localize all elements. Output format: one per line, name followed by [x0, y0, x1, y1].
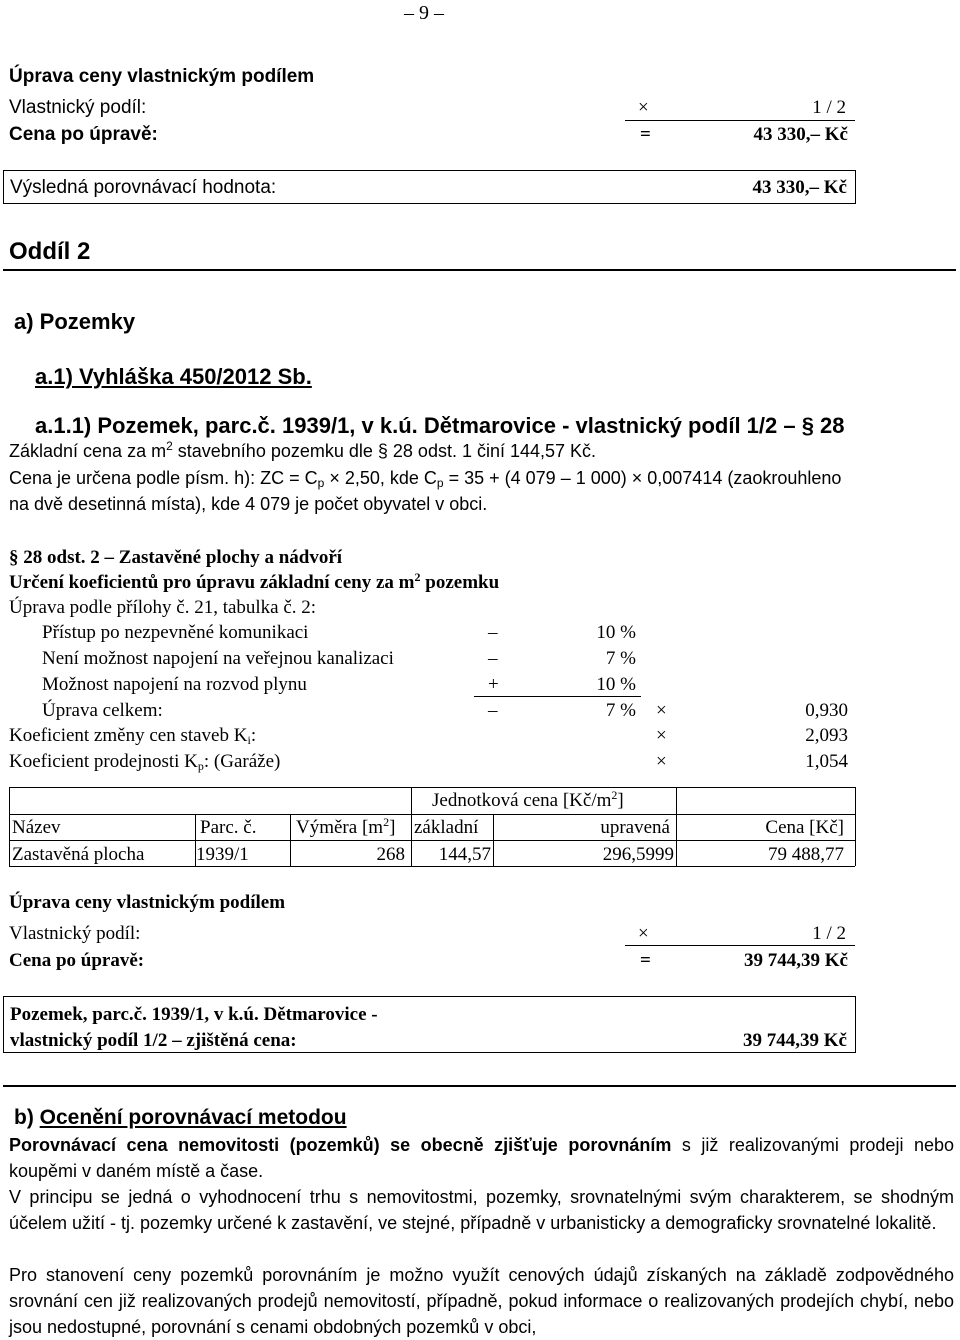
- final-value: 39 744,39 Kč: [743, 1030, 847, 1051]
- equals-sign: =: [640, 124, 651, 145]
- multiply-sign: ×: [638, 923, 649, 944]
- col-header-basic: základní: [414, 817, 479, 838]
- table-rule: [9, 866, 855, 867]
- total-label: Úprava celkem:: [42, 700, 163, 721]
- share-label: Vlastnický podíl:: [9, 923, 141, 944]
- heading-vyhlaska: a.1) Vyhláška 450/2012 Sb.: [35, 364, 312, 389]
- annex-note: Úprava podle přílohy č. 21, tabulka č. 2:: [9, 597, 317, 618]
- price-after-label: Cena po úpravě:: [9, 124, 158, 145]
- table-rule: [9, 787, 10, 866]
- table-group-header: Jednotková cena $[Kč/m^2]$: [432, 788, 624, 811]
- share-label: Vlastnický podíl:: [9, 97, 147, 118]
- col-header-price: Cena [Kč]: [765, 817, 844, 838]
- col-header-name: Název: [12, 817, 61, 838]
- coef-row-value: 7 %: [605, 648, 636, 669]
- kp-value: 1,054: [805, 751, 848, 772]
- table-rule: [290, 814, 291, 866]
- paragraph: Porovnávací cena nemovitosti (pozemků) se obecně zjišťuje porovnáním s již realizovanými prodeji nebo koupěmi v daném místě a čase.: [9, 1135, 954, 1181]
- table-rule: [9, 814, 855, 815]
- final-label-line1: Pozemek, parc.č. 1939/1, v k.ú. Dětmarovice -: [10, 1004, 378, 1025]
- section-divider: [3, 1085, 956, 1087]
- cell-parcel: 1939/1: [196, 844, 249, 865]
- ki-value: 2,093: [805, 725, 848, 746]
- cell-name: Zastavěná plocha: [12, 844, 145, 865]
- table-rule: [855, 787, 856, 866]
- page-number: – 9 –: [404, 2, 444, 24]
- equals-sign: =: [640, 950, 651, 971]
- share-value: 1 / 2: [812, 923, 846, 944]
- share-adjust-heading: Úprava ceny vlastnickým podílem: [9, 892, 286, 913]
- paragraph: Pro stanovení ceny pozemků porovnáním je možno využít cenových údajů získaných na základě zodpovědného srovnání cen již realizovaných prodejů nemovitostí, případně, pokud informace o realizovaných prodejích chybí, nebo jsou nedostupné, porovnání s cenami obdobných pozemků v obci,: [9, 1265, 954, 1337]
- result-value: 43 330,– Kč: [752, 177, 847, 198]
- final-price-box: [3, 996, 856, 1053]
- coef-row-value: 10 %: [596, 674, 636, 695]
- total-coef: 0,930: [805, 700, 848, 721]
- price-after-label: Cena po úpravě:: [9, 950, 145, 971]
- multiply-sign: ×: [638, 97, 649, 118]
- col-header-adjusted: upravená: [600, 817, 670, 838]
- coef-sum-divider: [474, 696, 641, 697]
- cell-area: 268: [376, 844, 405, 865]
- formula-note-line: na dvě desetinná místa), kde 4 079 je počet obyvatel v obci.: [9, 494, 488, 514]
- sum-divider: [625, 120, 855, 121]
- section-title: Oddíl 2: [9, 238, 91, 265]
- coef-heading: § 28 odst. 2 – Zastavěné plochy a nádvoří: [9, 547, 343, 568]
- coef-row-sign: –: [488, 622, 498, 643]
- result-label: Výsledná porovnávací hodnota:: [10, 177, 277, 198]
- parcel-heading: a.1.1) Pozemek, parc.č. 1939/1, v k.ú. Dětmarovice - vlastnický podíl 1/2 – § 28: [35, 413, 845, 438]
- cell-adjusted: 296,5999: [602, 844, 674, 865]
- basic-price-line: Základní cena za $m^2$ stavebního pozemku dle § 28 odst. 1 činí 144,57 Kč.: [9, 439, 597, 461]
- sum-divider: [625, 945, 855, 946]
- multiply-sign: ×: [656, 725, 667, 746]
- paragraph: V principu se jedná o vyhodnocení trhu s nemovitostmi, pozemky, srovnatelnými svým charakterem, se shodným účelem užití - tj. pozemky určené k zastavění, ve stejné, případně v urbanisticky a demograficky srovnatelné lokalitě.: [9, 1187, 954, 1233]
- coef-row-label: Není možnost napojení na veřejnou kanalizaci: [42, 648, 394, 669]
- result-box: [3, 170, 856, 204]
- multiply-sign: ×: [656, 751, 667, 772]
- table-rule: [676, 787, 677, 866]
- table-rule: [9, 840, 855, 841]
- heading-pozemky: a) Pozemky: [14, 309, 136, 334]
- cell-basic: 144,57: [438, 844, 491, 865]
- coef-row-value: 10 %: [596, 622, 636, 643]
- price-after-value: 39 744,39 Kč: [744, 950, 848, 971]
- multiply-sign: ×: [656, 700, 667, 721]
- table-rule: [9, 787, 855, 788]
- final-label-line2: vlastnický podíl 1/2 – zjištěná cena:: [10, 1030, 297, 1051]
- table-rule: [493, 814, 494, 866]
- ki-label: Koeficient změny cen staveb $K_i$:: [9, 725, 257, 747]
- total-sign: –: [488, 700, 498, 721]
- coef-row-label: Přístup po nezpevněné komunikaci: [42, 622, 309, 643]
- coef-row-sign: –: [488, 648, 498, 669]
- cell-price: 79 488,77: [768, 844, 844, 865]
- formula-line: Cena je určena podle písm. h): ZC = $C_p \times 2,50$, kde $C_p = 35 + (4$ 079 – 1 000) × 0,007414 (zaokrouhleno: [9, 468, 842, 490]
- coef-subheading: Určení koeficientů pro úpravu základní ceny za $m^2$ pozemku: [9, 570, 500, 593]
- coef-row-sign: +: [488, 674, 499, 695]
- price-after-value: 43 330,– Kč: [753, 124, 848, 145]
- table-rule: [411, 787, 412, 866]
- col-header-area: Výměra $[m^2]$: [296, 815, 396, 838]
- coef-row-label: Možnost napojení na rozvod plynu: [42, 674, 307, 695]
- share-value: 1 / 2: [812, 97, 846, 118]
- kp-label: Koeficient prodejnosti $K_p$: (Garáže): [9, 751, 281, 773]
- comparative-heading: b) Ocenění porovnávací metodou: [14, 1106, 347, 1129]
- share-adjust-heading: Úprava ceny vlastnickým podílem: [9, 66, 315, 87]
- total-value: 7 %: [605, 700, 636, 721]
- section-divider: [3, 269, 956, 271]
- col-header-parcel: Parc. č.: [200, 817, 257, 838]
